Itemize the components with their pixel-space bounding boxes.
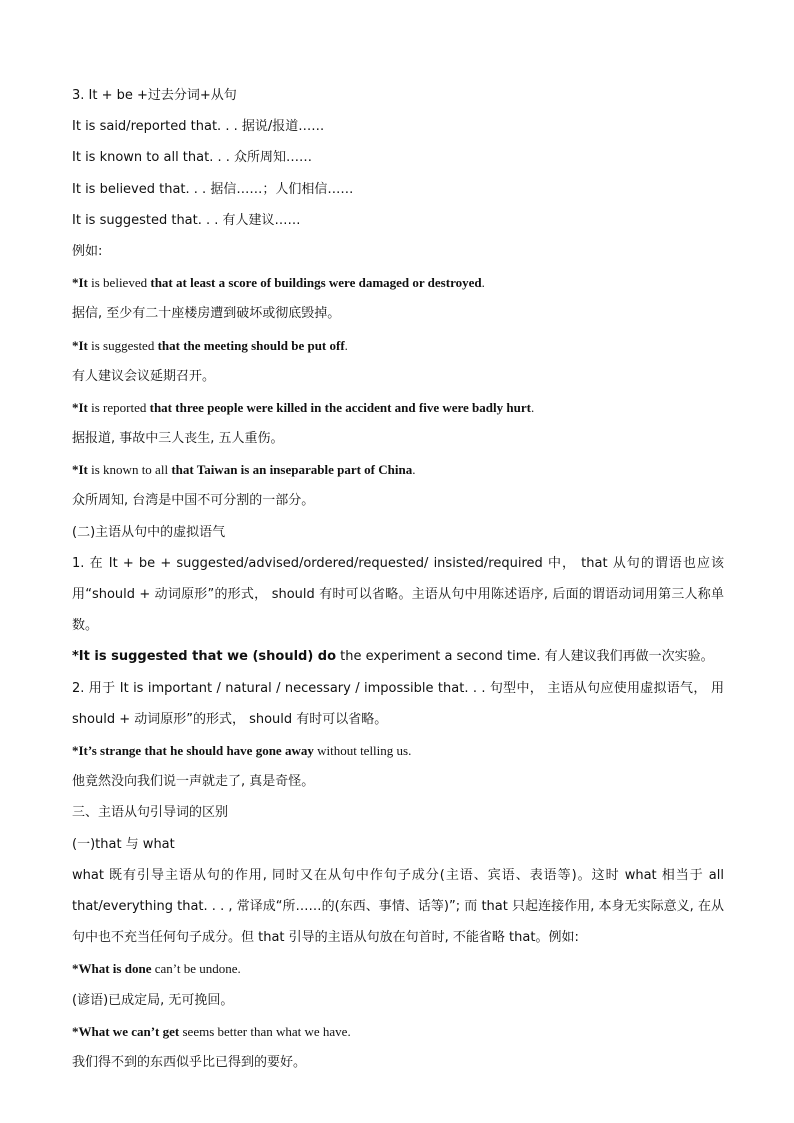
example-sentence: *It’s strange that he should have gone away without telling us. <box>72 743 412 759</box>
pattern-known-to-all: It is known to all that. . . 众所周知…… <box>72 150 313 166</box>
example-translation: 据报道, 事故中三人丧生, 五人重伤。 <box>72 431 284 447</box>
example-sentence: *It is known to all that Taiwan is an inseparable part of China. <box>72 462 416 478</box>
examples-label: 例如: <box>72 243 103 259</box>
example-sentence: *It is reported that three people were killed in the accident and five were badly hurt. <box>72 399 535 415</box>
example-translation: 据信, 至少有二十座楼房遭到破坏或彻底毁掉。 <box>72 306 341 322</box>
example-sentence: *It is suggested that we (should) do the experiment a second time. 有人建议我们再做一次实验。 <box>72 649 714 665</box>
document-page <box>72 80 724 1078</box>
pattern-said-reported: It is said/reported that. . . 据说/报道…… <box>72 119 325 135</box>
rule-paragraph: 1. 在 It + be + suggested/advised/ordered/requested/ insisted/required 中， that 从句的谓语也应该用“should + 动词原形”的形式， should 有时可以省略。主语从句中用陈述语序, 后面的谓语动词用第三人称单数。 <box>72 555 724 634</box>
example-translation: 有人建议会议延期召开。 <box>72 368 216 384</box>
pattern-believed: It is believed that. . . 据信……；人们相信…… <box>72 181 354 197</box>
example-translation: 他竟然没向我们说一声就走了, 真是奇怪。 <box>72 774 315 790</box>
example-sentence: *What is done can’t be undone. <box>72 961 241 977</box>
section-heading: 3. It + be +过去分词+从句 <box>72 88 237 103</box>
section-heading: 三、主语从句引导词的区别 <box>72 805 229 821</box>
rule-paragraph: 2. 用于 It is important / natural / necessary / impossible that. . . 句型中， 主语从句应使用虚拟语气， 用should + 动词原形”的形式， should 有时可以省略。 <box>72 680 724 727</box>
explanation-paragraph: what 既有引导主语从句的作用, 同时又在从句中作句子成分(主语、宾语、表语等)。这时 what 相当于 all that/everything that. . . , 常译成“所……的(东西、事情、话等)”; 而 that 只起连接作用, 本身无实际意义, 在从句中也不充当任何句子成分。但 that 引导的主语从句放在句首时, 不能省略 that。例如: <box>72 867 724 946</box>
subsection-heading: (二)主语从句中的虚拟语气 <box>72 524 226 540</box>
example-translation: 众所周知, 台湾是中国不可分割的一部分。 <box>72 493 315 509</box>
example-translation: 我们得不到的东西似乎比已得到的要好。 <box>72 1054 307 1070</box>
example-sentence: *It is suggested that the meeting should be put off. <box>72 337 348 353</box>
pattern-suggested: It is suggested that. . . 有人建议…… <box>72 212 301 228</box>
example-sentence: *It is believed that at least a score of buildings were damaged or destroyed. <box>72 275 485 291</box>
example-sentence: *What we can’t get seems better than what we have. <box>72 1023 351 1039</box>
subsection-heading: (一)that 与 what <box>72 836 175 852</box>
example-translation: (谚语)已成定局, 无可挽回。 <box>72 992 234 1008</box>
